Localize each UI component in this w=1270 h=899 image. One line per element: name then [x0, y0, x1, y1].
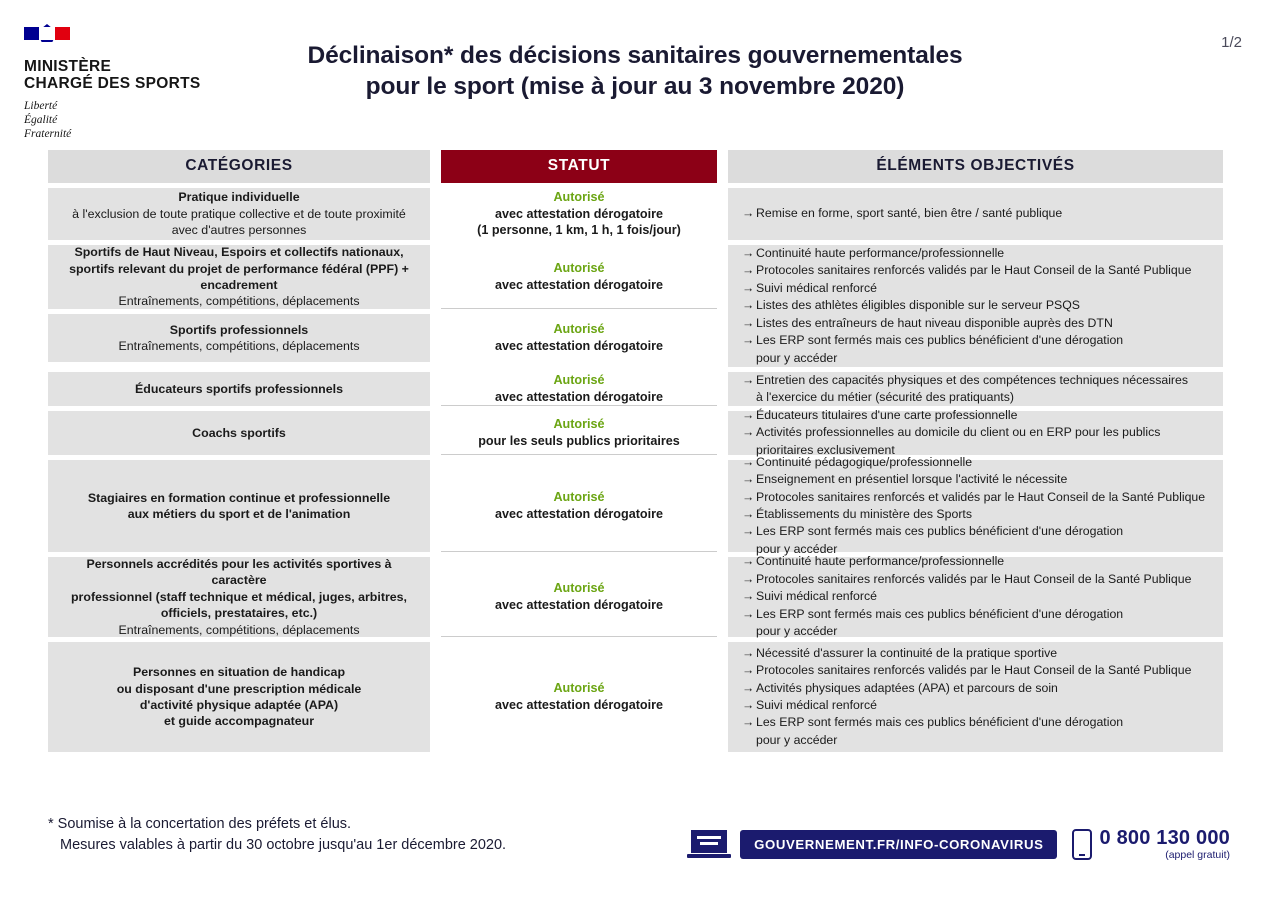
element-line: Protocoles sanitaires renforcés validés par le Haut Conseil de la Santé Publique [756, 263, 1192, 278]
element-line: Établissements du ministère des Sports [756, 507, 972, 521]
header-elements: ÉLÉMENTS OBJECTIVÉS [728, 150, 1223, 183]
category-line: encadrement [200, 278, 278, 292]
element-item [742, 372, 1211, 407]
element-item [742, 280, 1211, 297]
category-line: ou disposant d'une prescription médicale [116, 681, 362, 696]
ministry-name-line1: MINISTÈRE [24, 58, 112, 75]
element-line: Protocoles sanitaires renforcés et validés par le Haut Conseil de la Santé Publique [756, 489, 1206, 504]
status-authorized: Autorisé [553, 322, 605, 337]
category-line: officiels, prestataires, etc.) [160, 606, 318, 621]
element-line: Enseignement en présentiel lorsque l'activité le nécessite [756, 472, 1068, 487]
element-item [742, 489, 1211, 506]
status-authorized: Autorisé [553, 489, 605, 504]
republic-motto [24, 99, 254, 142]
element-item [742, 245, 1211, 262]
element-line: Les ERP sont fermés mais ces publics bénéficient d'une dérogation [756, 715, 1124, 730]
element-item [742, 553, 1211, 570]
status-cell [441, 557, 717, 637]
elements-cell [728, 188, 1223, 240]
element-line: à l'exercice du métier (sécurité des pratiquants) [756, 390, 1014, 404]
status-cell [441, 411, 717, 455]
category-line: Entraînements, compétitions, déplacements [118, 339, 360, 353]
header-categories: CATÉGORIES [48, 150, 430, 183]
ministry-name-line2: CHARGÉ DES SPORTS [24, 75, 201, 93]
motto-liberte: Liberté [24, 99, 58, 112]
element-item [742, 297, 1211, 314]
status-authorized: Autorisé [553, 681, 605, 696]
category-line: professionnel (staff technique et médical, juges, arbitres, [70, 589, 407, 604]
phone-block [1072, 828, 1230, 861]
document-header [0, 0, 1270, 141]
element-item [742, 205, 1211, 222]
category-line: Éducateurs sportifs professionnels [135, 381, 343, 396]
element-line: Listes des entraîneurs de haut niveau disponible auprès des DTN [756, 315, 1113, 330]
element-line: Continuité haute performance/professionnelle [756, 245, 1005, 260]
status-subtext: avec attestation dérogatoire [495, 506, 663, 521]
category-line: aux métiers du sport et de l'animation [127, 507, 351, 521]
status-authorized: Autorisé [553, 580, 605, 595]
table-row [48, 554, 1223, 639]
element-line: pour y accéder [756, 350, 838, 365]
category-line: sportifs relevant du projet de performance fédéral (PPF) + [69, 261, 409, 276]
element-line: Protocoles sanitaires renforcés validés par le Haut Conseil de la Santé Publique [756, 571, 1192, 586]
element-item [742, 315, 1211, 332]
element-item [742, 332, 1211, 367]
status-subtext: avec attestation dérogatoire [495, 597, 663, 612]
element-line: Continuité haute performance/professionnelle [756, 554, 1005, 569]
element-line: Les ERP sont fermés mais ces publics bénéficient d'une dérogation [756, 333, 1124, 348]
table-row [48, 245, 717, 309]
element-line: Éducateurs titulaires d'une carte professionnelle [756, 407, 1018, 422]
footer-note-line1: * Soumise à la concertation des préfets et élus. [48, 815, 352, 832]
element-line: Les ERP sont fermés mais ces publics bénéficient d'une dérogation [756, 606, 1124, 621]
category-cell [48, 245, 430, 309]
laptop-icon [687, 830, 731, 860]
element-item [742, 506, 1211, 523]
element-item [742, 697, 1211, 714]
category-line: Entraînements, compétitions, déplacements [118, 294, 360, 309]
element-line: pour y accéder [756, 541, 838, 556]
element-item [742, 680, 1211, 697]
table-row [48, 314, 717, 362]
status-cell [441, 642, 717, 752]
element-line: Continuité pédagogique/professionnelle [756, 454, 973, 469]
element-item [742, 588, 1211, 605]
category-cell [48, 188, 430, 240]
category-cell [48, 642, 430, 752]
element-line: Les ERP sont fermés mais ces publics bénéficient d'une dérogation [756, 524, 1124, 539]
page-title-line1: Déclinaison* des décisions sanitaires gouvernementales [307, 42, 963, 69]
elements-cell [728, 554, 1223, 639]
measures-table [48, 150, 1223, 757]
element-item [742, 471, 1211, 488]
category-line: et guide accompagnateur [163, 714, 315, 729]
footer-note [48, 814, 506, 858]
element-line: Suivi médical renforcé [756, 280, 877, 295]
category-line: avec d'autres personnes [171, 223, 307, 238]
element-line: Activités physiques adaptées (APA) et parcours de soin [756, 680, 1058, 695]
table-row [48, 407, 1223, 457]
category-cell [48, 314, 430, 362]
phone-number: 0 800 130 000 [1099, 827, 1230, 849]
category-cell [48, 411, 430, 455]
category-line: Personnels accrédités pour les activités sportives à caractère [86, 557, 392, 588]
phone-icon [1072, 829, 1092, 860]
element-line: Suivi médical renforcé [756, 698, 877, 712]
status-subtext: avec attestation dérogatoire [495, 698, 663, 712]
element-item [742, 454, 1211, 471]
page-title [0, 40, 1270, 103]
element-line: Remise en forme, sport santé, bien être / santé publique [756, 206, 1063, 221]
category-line: Entraînements, compétitions, déplacements [118, 622, 360, 637]
status-cell [441, 372, 717, 406]
gouvernement-link[interactable]: GOUVERNEMENT.FR/INFO-CORONAVIRUS [740, 830, 1057, 859]
phone-free-note: (appel gratuit) [1165, 849, 1230, 861]
status-authorized: Autorisé [553, 372, 605, 387]
category-line: Pratique individuelle [178, 190, 300, 205]
element-item [742, 662, 1211, 679]
status-subtext: (1 personne, 1 km, 1 h, 1 fois/jour) [477, 223, 681, 238]
status-subtext: pour les seuls publics prioritaires [478, 433, 680, 448]
status-subtext: avec attestation dérogatoire [495, 277, 663, 292]
header-statut: STATUT [441, 150, 717, 183]
category-line: d'activité physique adaptée (APA) [139, 698, 339, 712]
status-authorized: Autorisé [553, 189, 605, 204]
element-line: prioritaires exclusivement [756, 442, 895, 457]
element-line: Listes des athlètes éligibles disponible sur le serveur PSQS [756, 298, 1080, 313]
element-line: Nécessité d'assurer la continuité de la pratique sportive [756, 645, 1058, 660]
table-row [48, 642, 1223, 752]
table-row [48, 188, 1223, 240]
motto-fraternite: Fraternité [24, 128, 72, 141]
category-line: à l'exclusion de toute pratique collective et de toute proximité [72, 206, 406, 221]
elements-cell [728, 407, 1223, 457]
element-item [742, 645, 1211, 662]
element-line: pour y accéder [756, 732, 838, 747]
category-cell [48, 557, 430, 637]
category-cell [48, 460, 430, 552]
category-line: Sportifs de Haut Niveau, Espoirs et collectifs nationaux, [74, 245, 404, 260]
element-item [742, 714, 1211, 749]
category-line: Personnes en situation de handicap [132, 665, 346, 680]
table-row-group [48, 245, 1223, 367]
status-subtext: avec attestation dérogatoire [495, 206, 663, 221]
status-authorized: Autorisé [553, 416, 605, 431]
status-subtext: avec attestation dérogatoire [495, 389, 663, 404]
elements-cell [728, 642, 1223, 752]
status-authorized: Autorisé [553, 260, 605, 275]
table-body [48, 188, 1223, 752]
element-item [742, 407, 1211, 424]
element-item [742, 262, 1211, 279]
footer-note-line2: Mesures valables à partir du 30 octobre jusqu'au 1er décembre 2020. [60, 837, 507, 854]
status-cell [441, 245, 717, 309]
element-item [742, 606, 1211, 641]
element-line: Suivi médical renforcé [756, 589, 877, 604]
elements-cell [728, 454, 1223, 556]
element-line: pour y accéder [756, 624, 838, 639]
category-line: Coachs sportifs [192, 425, 286, 440]
table-row [48, 372, 1223, 406]
category-line: Sportifs professionnels [169, 322, 309, 337]
elements-cell [728, 245, 1223, 367]
status-cell [441, 188, 717, 240]
category-line: Stagiaires en formation continue et professionnelle [87, 490, 391, 505]
footer-contact-block [687, 828, 1230, 861]
table-header-row [48, 150, 1223, 183]
element-line: Protocoles sanitaires renforcés validés par le Haut Conseil de la Santé Publique [756, 663, 1192, 678]
elements-cell [728, 372, 1223, 406]
motto-egalite: Égalité [24, 114, 58, 127]
status-subtext: avec attestation dérogatoire [495, 339, 663, 353]
element-line: Activités professionnelles au domicile du client ou en ERP pour les publics [756, 425, 1161, 440]
page-title-line2: pour le sport (mise à jour au 3 novembre 2020) [365, 73, 905, 101]
category-cell [48, 372, 430, 406]
page-number: 1/2 [1221, 34, 1242, 51]
status-cell [441, 460, 717, 552]
element-line: Entretien des capacités physiques et des compétences techniques nécessaires [756, 372, 1189, 387]
element-item [742, 571, 1211, 588]
status-cell [441, 314, 717, 362]
table-row [48, 454, 1223, 556]
